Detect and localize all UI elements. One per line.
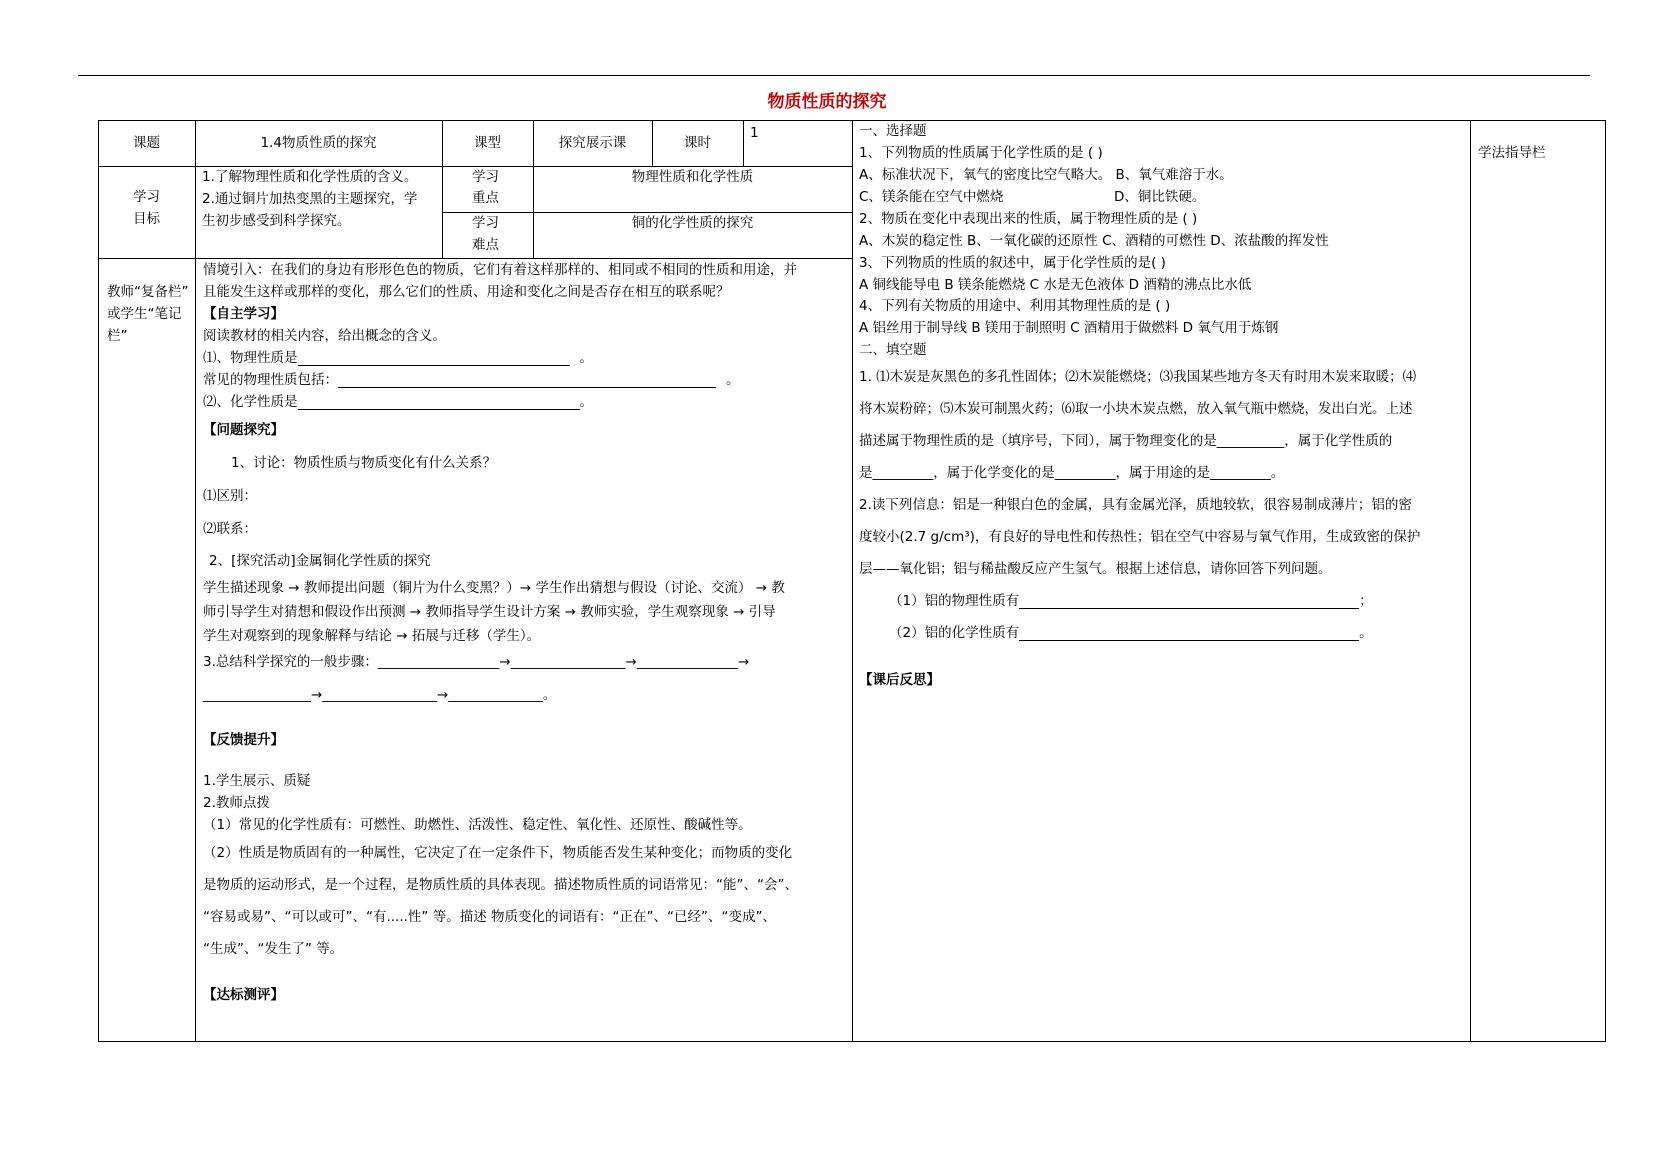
fill-q2-physical: （1）铝的物理性质有 ； — [889, 593, 1373, 609]
row-divider-1 — [98, 166, 852, 167]
difficulty-label-2: 难点 — [472, 237, 499, 253]
notes-line-3: 栏” — [107, 328, 128, 344]
type-value: 探究展示课 — [558, 135, 627, 151]
notes-line-2: 或学生“笔记 — [107, 306, 182, 322]
choice-section-heading: 一、选择题 — [859, 123, 927, 139]
fill-q2-line-2: 度较小(2.7 g/cm³)，有良好的导电性和传热性；铝在空气中容易与氧气作用，生成致密的保护 — [859, 529, 1421, 545]
flow-line-1: 学生描述现象 → 教师提出问题（铜片为什么变黑？）→ 学生作出猜想与假设（讨论、交流） → 教 — [203, 580, 785, 596]
fill-q2-chemical: （2）铝的化学性质有 。 — [889, 625, 1373, 641]
flow-line-3: 学生对观察到的现象解释与结论 → 拓展与迁移（学生）。 — [203, 628, 541, 644]
row-divider-2 — [442, 212, 852, 213]
difficulty-label-1: 学习 — [472, 215, 499, 231]
flow-line-2: 师引导学生对猜想和假设作出预测 → 教师指导学生设计方案 → 教师实验，学生观察现象 → 引导 — [203, 604, 776, 620]
self-study-heading: 【自主学习】 — [203, 306, 284, 322]
common-physical-question: 常见的物理性质包括： 。 — [203, 372, 740, 388]
explore-heading: 【问题探究】 — [203, 422, 284, 438]
physical-property-question: ⑴、物理性质是 。 — [203, 350, 593, 366]
choice-q1-options-ab: A、标准状况下，氧气的密度比空气略大。 B、氧气难溶于水。 — [859, 167, 1233, 183]
choice-q4: 4、下列有关物质的用途中、利用其物理性质的是 ( ) — [859, 298, 1171, 314]
fill-q1-line-4: 是_________，属于化学变化的是_________，属于用途的是_________。 — [859, 465, 1285, 481]
top-rule — [78, 75, 1590, 76]
steps-line-2: ________________→_________________→______________。 — [203, 687, 557, 703]
choice-q3: 3、下列物质的性质的叙述中，属于化学性质的是( ) — [859, 255, 1166, 271]
read-instruction: 阅读教材的相关内容，给出概念的含义。 — [203, 328, 446, 344]
discuss-question: 1、讨论：物质性质与物质变化有什么关系？ — [231, 455, 497, 471]
course-value: 1.4物质性质的探究 — [260, 135, 377, 151]
steps-line-1: 3.总结科学探究的一般步骤：__________________→_________________→_______________→ — [203, 654, 750, 670]
intro-line-1: 情境引入：在我们的身边有形形色色的物质，它们有着这样那样的、相同或不相同的性质和用途，并 — [203, 262, 797, 278]
page-title: 物质性质的探究 — [767, 92, 887, 112]
feedback-line-2: 2.教师点拨 — [203, 795, 270, 811]
col-divider-guide — [1470, 120, 1471, 1042]
course-label: 课题 — [133, 135, 160, 151]
goal-line-1: 1.了解物理性质和化学性质的含义。 — [202, 169, 418, 185]
intro-line-2: 且能发生这样或那样的变化，那么它们的性质、用途和变化之间是否存在相互的联系呢？ — [203, 284, 730, 300]
fill-q2-line-1: 2.读下列信息：铝是一种银白色的金属，具有金属光泽，质地较软，很容易制成薄片；铝的密 — [859, 497, 1412, 513]
test-heading: 【达标测评】 — [203, 987, 284, 1003]
key-label-2: 重点 — [472, 190, 499, 206]
hours-value: 1 — [750, 125, 759, 141]
choice-q2: 2、物质在变化中表现出来的性质，属于物理性质的是 ( ) — [859, 211, 1198, 227]
fill-q1-line-1: 1. ⑴木炭是灰黑色的多孔性固体；⑵木炭能燃烧；⑶我国某些地方冬天有时用木炭来取暖；⑷ — [859, 369, 1417, 385]
feedback-line-7: “生成”、“发生了” 等。 — [203, 941, 344, 957]
fill-q1-line-3: 描述属于物理性质的是（填序号，下同），属于物理变化的是__________，属于化学性质的 — [859, 433, 1393, 449]
choice-q1-option-c: C、镁条能在空气中燃烧 — [859, 189, 1004, 205]
chemical-property-question: ⑵、化学性质是 。 — [203, 394, 593, 410]
activity-title: 2、[探究活动]金属铜化学性质的探究 — [209, 553, 431, 569]
row-divider-3 — [98, 258, 852, 259]
study-guide-label: 学法指导栏 — [1478, 145, 1546, 161]
choice-q4-options: A 铝丝用于制导线 B 镁用于制照明 C 酒精用于做燃料 D 氧气用于炼钢 — [859, 320, 1279, 336]
difference-label: ⑴区别： — [203, 488, 257, 504]
fill-q2-line-3: 层——氧化铝；铝与稀盐酸反应产生氢气。根据上述信息，请你回答下列问题。 — [859, 561, 1332, 577]
key-point-value: 物理性质和化学性质 — [631, 169, 754, 185]
key-label-1: 学习 — [472, 169, 499, 185]
choice-q1-option-d: D、铜比铁硬。 — [1114, 189, 1206, 205]
feedback-line-3: （1）常见的化学性质有：可燃性、助燃性、活泼性、稳定性、氧化性、还原性、酸碱性等。 — [203, 817, 752, 833]
goals-label-2: 目标 — [133, 211, 160, 227]
goal-line-3: 生初步感受到科学探究。 — [202, 213, 351, 229]
goal-line-2: 2.通过铜片加热变黑的主题探究，学 — [202, 191, 418, 207]
feedback-heading: 【反馈提升】 — [203, 732, 284, 748]
feedback-line-5: 是物质的运动形式，是一个过程，是物质性质的具体表现。描述物质性质的词语常见：“能”、“会”、 — [203, 877, 798, 893]
col-divider-5 — [743, 120, 744, 166]
feedback-line-1: 1.学生展示、质疑 — [203, 773, 311, 789]
connection-label: ⑵联系： — [203, 521, 257, 537]
fill-section-heading: 二、填空题 — [859, 342, 927, 358]
choice-q3-options: A 铜线能导电 B 镁条能燃烧 C 水是无色液体 D 酒精的沸点比水低 — [859, 277, 1252, 293]
choice-q2-options: A、木炭的稳定性 B、一氧化碳的还原性 C、酒精的可燃性 D、浓盐酸的挥发性 — [859, 233, 1329, 249]
fill-q1-line-2: 将木炭粉碎；⑸木炭可制黑火药；⑹取一小块木炭点燃，放入氧气瓶中燃烧，发出白光。上述 — [859, 401, 1413, 417]
col-divider-main — [852, 120, 853, 1042]
difficulty-value: 铜的化学性质的探究 — [631, 215, 754, 231]
hours-label: 课时 — [684, 135, 711, 151]
type-label: 课型 — [474, 135, 501, 151]
feedback-line-4: （2）性质是物质固有的一种属性，它决定了在一定条件下，物质能否发生某种变化；而物质的变化 — [203, 845, 793, 861]
goals-label-1: 学习 — [133, 189, 160, 205]
reflection-heading: 【课后反思】 — [859, 672, 940, 688]
feedback-line-6: “容易或易”、“可以或可”、“有.....性” 等。描述 物质变化的词语有：“正在”、“已经”、“变成”、 — [203, 909, 776, 925]
choice-q1: 1、下列物质的性质属于化学性质的是 ( ) — [859, 145, 1103, 161]
notes-line-1: 教师“复备栏” — [107, 284, 189, 300]
